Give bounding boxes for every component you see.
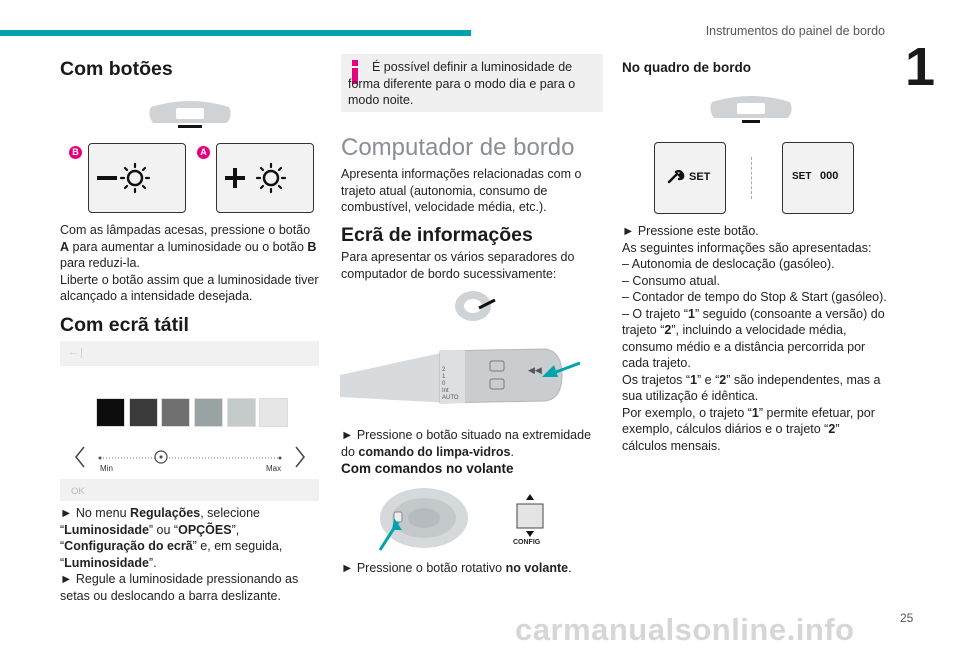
brightness-swatch-1[interactable] <box>96 398 125 427</box>
line-press-button: ► Pressione este botão. <box>622 224 759 238</box>
info-screen-description: Para apresentar os vários separadores do computador de bordo sucessivamente: <box>341 250 575 281</box>
set-label: SET <box>689 171 711 183</box>
up-arrow-icon <box>526 494 534 500</box>
slider-max-label: Max <box>266 464 282 473</box>
display-divider <box>751 157 753 199</box>
brightness-swatch-5[interactable] <box>227 398 256 427</box>
info-text: É possível definir a luminosidade de forma diferente para o modo dia e para o modo noite. <box>348 60 576 107</box>
heading-no-quadro-de-bordo: No quadro de bordo <box>622 60 751 75</box>
line-info-shown: As seguintes informações são apresentadas: <box>622 240 872 255</box>
right-arrow-icon <box>296 447 304 467</box>
instrument-panel-icon <box>706 88 796 126</box>
down-arrow-icon <box>526 531 534 537</box>
brightness-swatch-6[interactable] <box>259 398 288 427</box>
config-label: CONFIG <box>513 539 541 546</box>
touchscreen-illustration <box>60 341 319 501</box>
minus-sun-icon <box>89 144 185 212</box>
wrench-icon <box>667 170 685 184</box>
left-arrow-icon <box>76 447 84 467</box>
stalk-label-1: 1 <box>442 374 446 380</box>
stalk-label-2: 2 <box>442 367 446 373</box>
stalk-label-auto: AUTO <box>442 395 459 401</box>
wheel-instruction: ► Pressione o botão rotativo no volante. <box>341 561 572 575</box>
steering-wheel-illustration <box>372 484 472 554</box>
screen-panel <box>60 366 319 479</box>
brightness-decrease-button[interactable] <box>88 143 186 213</box>
heading-com-botoes: Com botões <box>60 58 173 80</box>
running-title: Instrumentos do painel de bordo <box>705 24 885 38</box>
wiper-button-instruction: ► Pressione o botão situado na extremidade do comando do limpa-vidros. <box>341 428 592 459</box>
steering-wheel-stalk-icon <box>451 286 499 324</box>
wiper-stalk-illustration <box>340 335 590 420</box>
line-stop-start: – Contador de tempo do Stop & Start (gasóleo). <box>622 290 887 304</box>
buttons-instructions: Com as lâmpadas acesas, pressione o botão A para aumentar a luminosidade ou o botão B para reduzi-la. Liberte o botão assim que a luminosidade tiver alcançado a intensidade desejada. <box>60 223 319 303</box>
set-display <box>782 142 854 214</box>
stalk-label-int: Int <box>442 388 449 394</box>
brightness-increase-button[interactable] <box>216 143 314 213</box>
brightness-swatch-2[interactable] <box>129 398 158 427</box>
brightness-slider[interactable] <box>70 445 310 479</box>
slider-min-label: Min <box>100 464 113 473</box>
panel-instructions <box>622 223 887 454</box>
ok-button[interactable]: OK <box>71 486 85 497</box>
back-arrow-icon[interactable]: ← <box>68 346 79 358</box>
set-button[interactable] <box>654 142 726 214</box>
line-example: Por exemplo, o trajeto “1” permite efetuar, por exemplo, cálculos diários e o trajeto “2” cálculos mensais. <box>622 405 875 453</box>
header-divider <box>81 348 82 358</box>
line-trip: – O trajeto “1” seguido (consoante a versão) do trajeto “2”, incluindo a velocidade média, consumo médio e a distância percorrida por cada trajeto. <box>622 306 885 370</box>
computer-description: Apresenta informações relacionadas com o trajeto atual (autonomia, consumo de combustível, velocidade média, etc.). <box>341 167 582 214</box>
brightness-swatch-4[interactable] <box>194 398 223 427</box>
page-number: 25 <box>900 611 914 625</box>
watermark: carmanualsonline.info <box>515 612 855 647</box>
chapter-number: 1 <box>905 37 936 97</box>
label-b-marker: B <box>69 146 82 159</box>
plus-sun-icon <box>217 144 313 212</box>
set-display-value: 000 <box>820 170 839 182</box>
touchscreen-instructions: ► No menu Regulações, selecione “Luminosidade” ou “OPÇÕES”, “Configuração do ecrã” e, em seguida, “Luminosidade”. ► Regule a luminosidade pressionando as setas ou deslocando a barra deslizante. <box>60 506 299 603</box>
stalk-label-0: 0 <box>442 381 446 387</box>
dashboard-location-icon <box>145 93 235 131</box>
heading-comandos-volante: Com comandos no volante <box>341 461 514 476</box>
brightness-swatch-3[interactable] <box>161 398 190 427</box>
config-thumbwheel[interactable] <box>512 494 548 542</box>
header-accent-bar <box>0 30 471 36</box>
set-display-label: SET <box>792 171 812 182</box>
line-range: – Autonomia de deslocação (gasóleo). <box>622 257 835 271</box>
line-consumption: – Consumo atual. <box>622 273 720 288</box>
heading-computador-de-bordo: Computador de bordo <box>341 134 575 161</box>
label-a-marker: A <box>197 146 210 159</box>
heading-ecra-de-informacoes: Ecrã de informações <box>341 224 533 246</box>
svg-text:◀◀: ◀◀ <box>528 365 542 375</box>
heading-com-ecra-tatil: Com ecrã tátil <box>60 314 189 336</box>
line-trips-independent: Os trajetos “1” e “2” são independentes, mas a sua utilização é idêntica. <box>622 372 881 403</box>
